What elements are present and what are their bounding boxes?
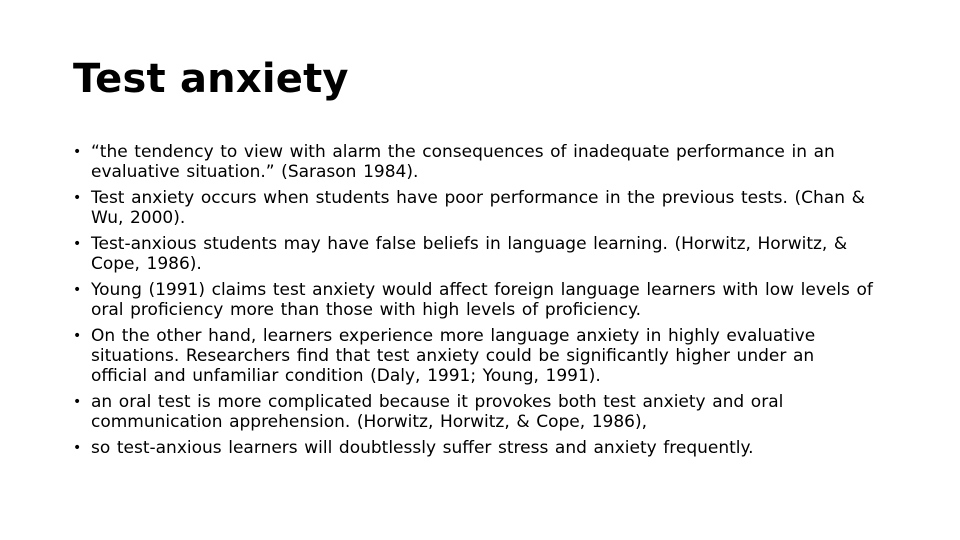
bullet-item [73, 234, 873, 274]
bullet-text: Young (1991) claims test anxiety would affect foreign language learners with low levels of oral proficiency more than those with high levels of proficiency. [91, 280, 873, 320]
bullet-text: On the other hand, learners experience more language anxiety in highly evaluative situations. Researchers find that test anxiety could be significantly higher under an official and unfamiliar condition (Daly, 1991; Young, 1991). [91, 326, 816, 386]
bullet-icon: • [73, 394, 82, 410]
bullet-icon: • [73, 236, 82, 252]
bullet-item [73, 280, 873, 320]
bullet-item [73, 142, 873, 182]
bullet-icon: • [73, 328, 82, 344]
bullet-text: “the tendency to view with alarm the consequences of inadequate performance in an evaluative situation.” (Sarason 1984). [91, 142, 835, 182]
bullet-item [73, 188, 873, 228]
bullet-item [73, 438, 873, 458]
bullet-item [73, 392, 873, 432]
bullet-icon: • [73, 144, 82, 160]
bullet-icon: • [73, 282, 82, 298]
bullet-icon: • [73, 440, 82, 456]
bullet-text: an oral test is more complicated because it provokes both test anxiety and oral communication apprehension. (Horwitz, Horwitz, & Cope, 1986), [91, 392, 784, 432]
bullet-text: Test-anxious students may have false beliefs in language learning. (Horwitz, Horwitz, & Cope, 1986). [91, 234, 848, 274]
slide-title: Test anxiety [73, 56, 349, 102]
bullet-list [73, 142, 873, 464]
bullet-text: Test anxiety occurs when students have poor performance in the previous tests. (Chan & Wu, 2000). [91, 188, 865, 228]
bullet-icon: • [73, 190, 82, 206]
bullet-text: so test-anxious learners will doubtlessly suffer stress and anxiety frequently. [91, 438, 754, 458]
bullet-item [73, 326, 873, 386]
